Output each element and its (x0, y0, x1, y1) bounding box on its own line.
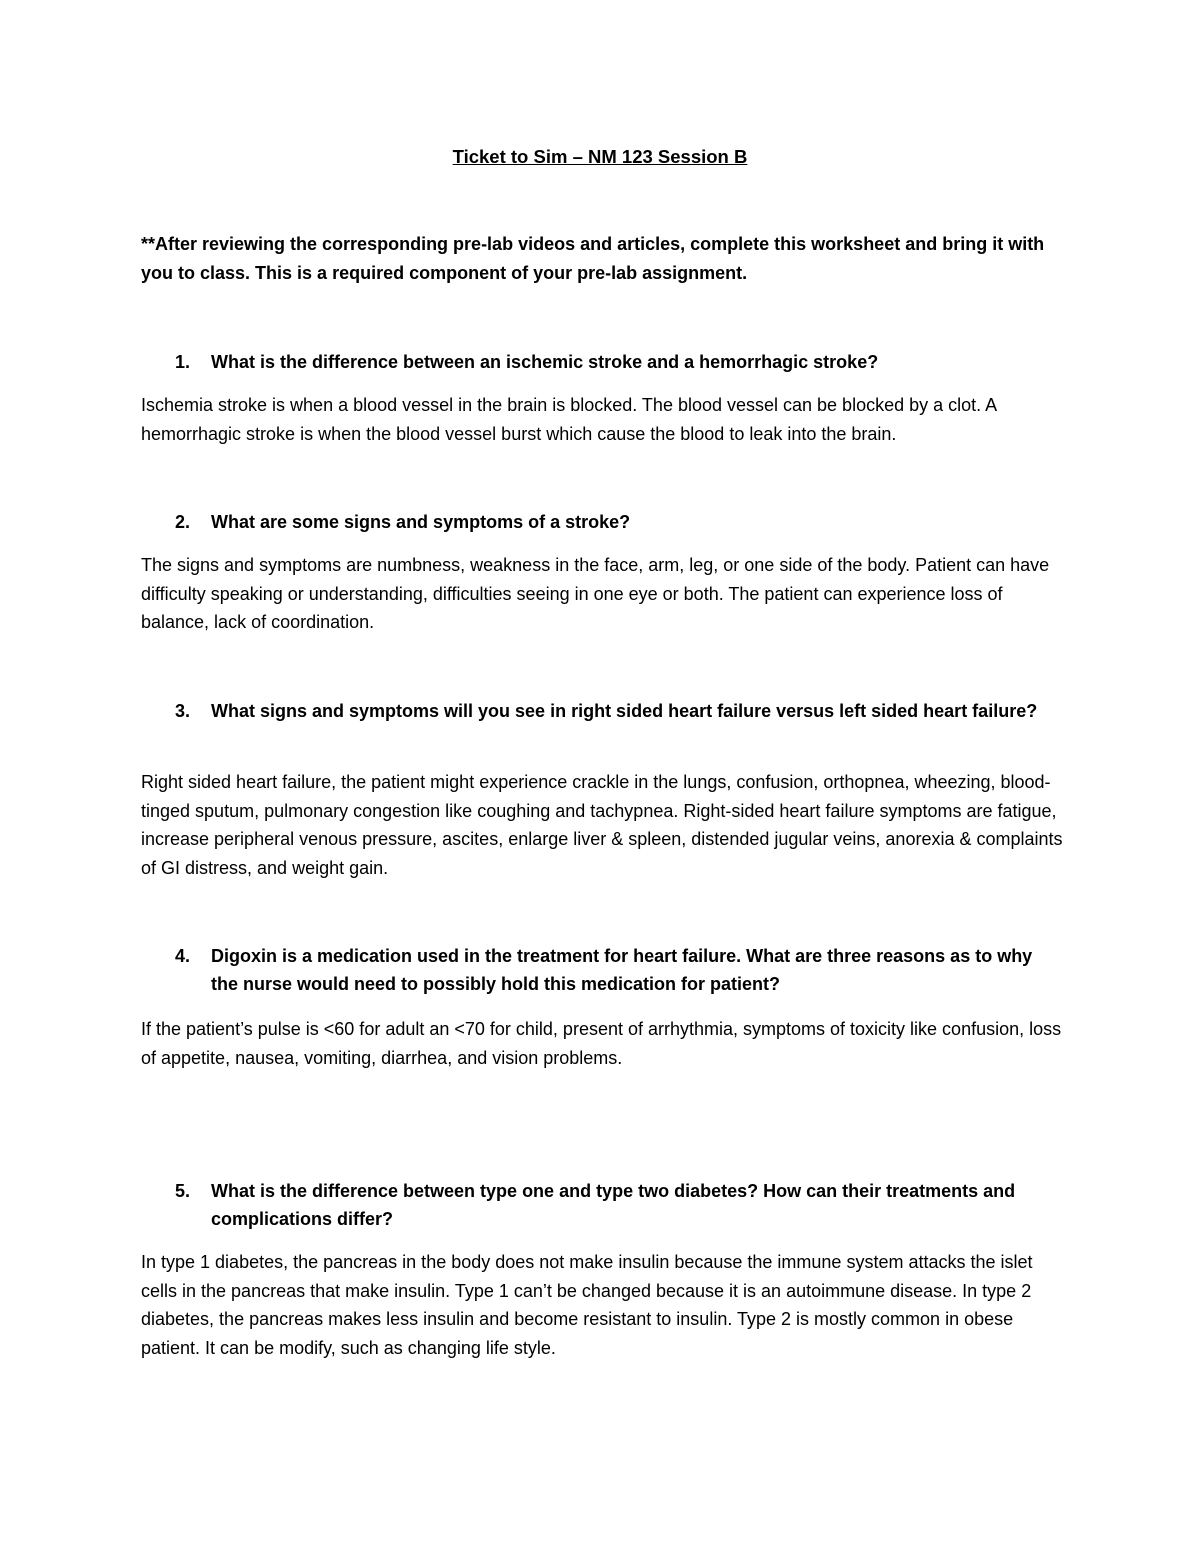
question-4 (141, 942, 1061, 998)
question-number: 4. (175, 946, 191, 966)
question-2 (141, 508, 1061, 536)
answer-1: Ischemia stroke is when a blood vessel in the brain is blocked. The blood vessel can be blocked by a clot. A hemorrhagic stroke is when the blood vessel burst which cause the blood to leak into the brain. (141, 395, 997, 444)
question-text: What signs and symptoms will you see in right sided heart failure versus left sided heart failure? (211, 701, 1038, 721)
question-text: What is the difference between an ischemic stroke and a hemorrhagic stroke? (211, 352, 879, 372)
question-number: 5. (175, 1181, 191, 1201)
answer-5: In type 1 diabetes, the pancreas in the body does not make insulin because the immune system attacks the islet cells in the pancreas that make insulin. Type 1 can’t be changed because it is an autoimmune disease. In type 2 diabetes, the pancreas makes less insulin and become resistant to insulin. Type 2 is mostly common in obese patient. It can be modify, such as changing life style. (141, 1252, 1033, 1358)
question-text: What are some signs and symptoms of a stroke? (211, 512, 631, 532)
question-5 (141, 1177, 1061, 1233)
answer-3: Right sided heart failure, the patient might experience crackle in the lungs, confusion, orthopnea, wheezing, blood-tinged sputum, pulmonary congestion like coughing and tachypnea. Right-sided heart failure symptoms are fatigue, increase peripheral venous pressure, ascites, enlarge liver & spleen, distended jugular veins, anorexia & complaints of GI distress, and weight gain. (141, 772, 1063, 878)
question-1 (141, 348, 1061, 376)
question-text: Digoxin is a medication used in the treatment for heart failure. What are three reasons as to why the nurse would need to possibly hold this medication for patient? (211, 946, 1033, 994)
question-text: What is the difference between type one and type two diabetes? How can their treatments and complications differ? (211, 1181, 1016, 1229)
instructions-text: **After reviewing the corresponding pre-lab videos and articles, complete this worksheet and bring it with you to class. This is a required component of your pre-lab assignment. (141, 234, 1045, 283)
question-number: 2. (175, 512, 191, 532)
question-number: 3. (175, 701, 191, 721)
question-3 (141, 697, 1061, 725)
answer-4: If the patient’s pulse is <60 for adult an <70 for child, present of arrhythmia, symptoms of toxicity like confusion, loss of appetite, nausea, vomiting, diarrhea, and vision problems. (141, 1019, 1062, 1068)
question-number: 1. (175, 352, 191, 372)
answer-2: The signs and symptoms are numbness, weakness in the face, arm, leg, or one side of the body. Patient can have difficulty speaking or understanding, difficulties seeing in one eye or both. The patient can experience loss of balance, lack of coordination. (141, 555, 1050, 632)
document-title: Ticket to Sim – NM 123 Session B (452, 146, 748, 167)
